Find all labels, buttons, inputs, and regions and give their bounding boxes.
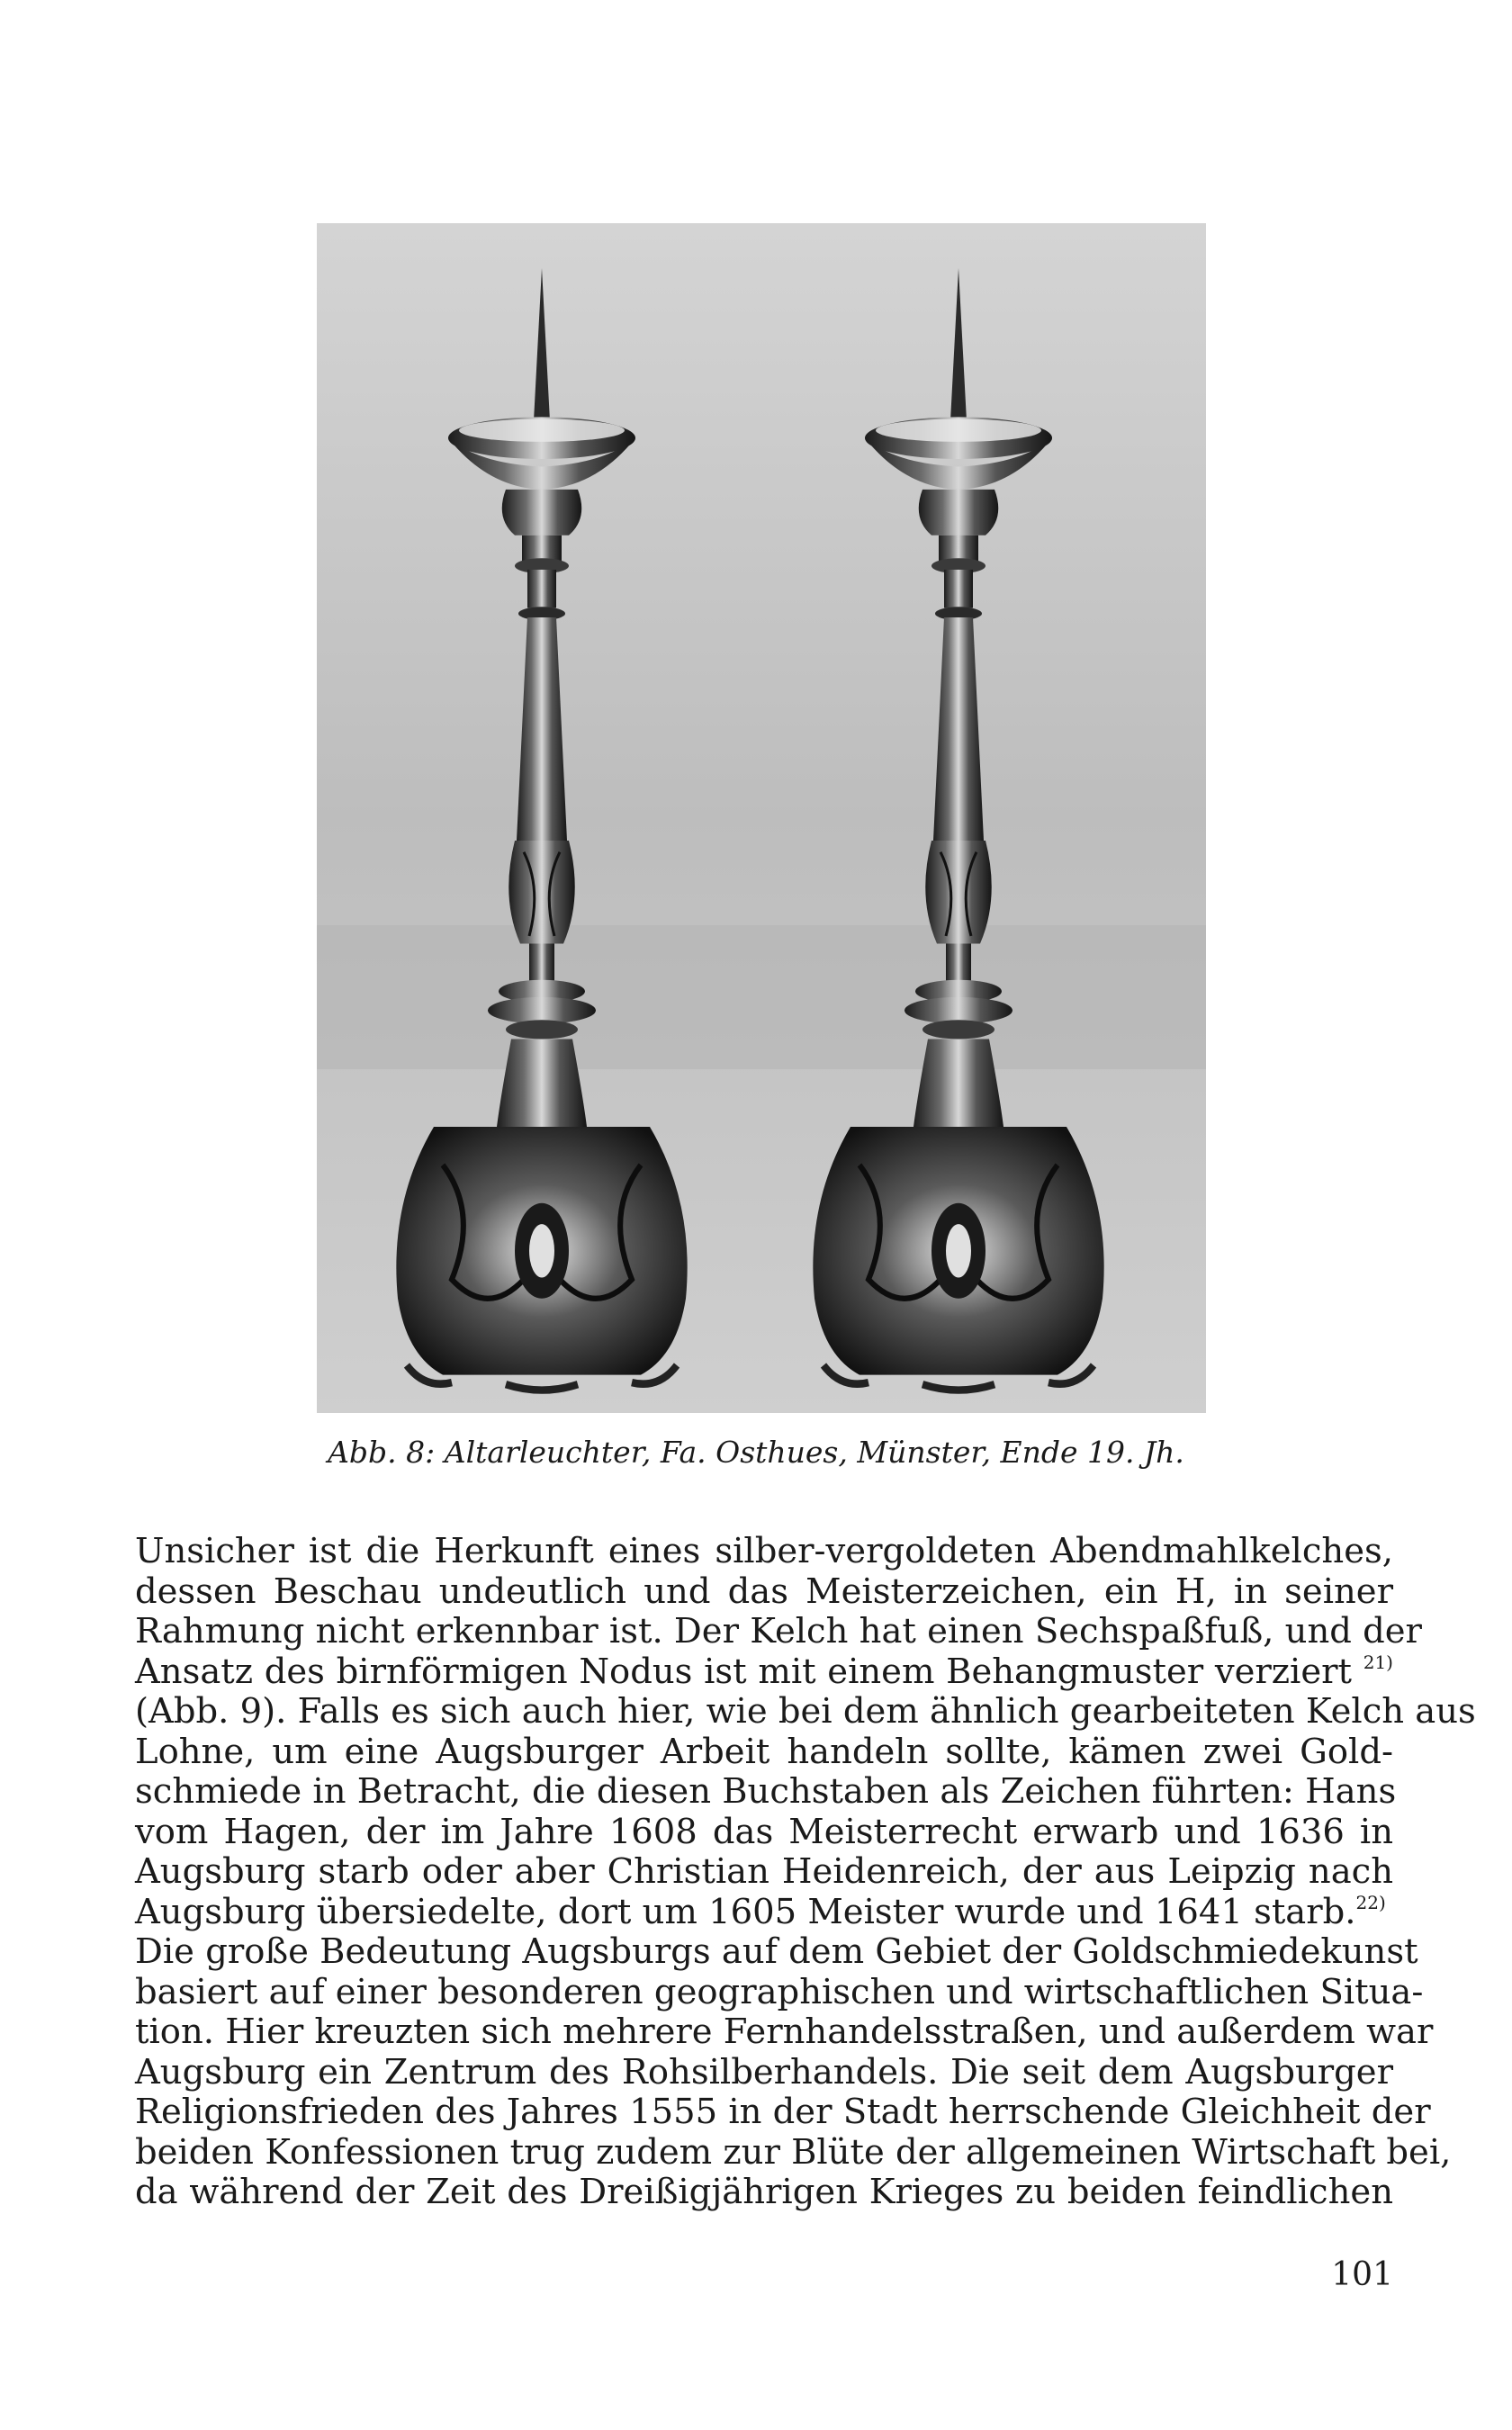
text-line: tion. Hier kreuzten sich mehrere Fernhandelsstraßen, und außerdem war: [135, 2012, 1434, 2052]
body-text: [135, 1531, 1476, 2213]
text-line: Religionsfrieden des Jahres 1555 in der Stadt herrschende Gleichheit der: [135, 2092, 1431, 2132]
footnote-ref-21: 21): [1363, 1651, 1393, 1673]
text-line: vom Hagen, der im Jahre 1608 das Meisterrecht erwarb und 1636 in: [135, 1811, 1393, 1852]
text-line: basiert auf einer besonderen geographischen und wirtschaftlichen Situa-: [135, 1971, 1424, 2012]
text-line-content: Augsburg übersiedelte, dort um 1605 Meister wurde und 1641 starb.: [135, 1891, 1356, 1932]
text-line: Augsburg ein Zentrum des Rohsilberhandels. Die seit dem Augsburger: [135, 2051, 1393, 2092]
text-line-with-footnote: [135, 1893, 1393, 1933]
figure-caption: Abb. 8: Altarleuchter, Fa. Osthues, Münster, Ende 19. Jh.: [328, 1435, 1184, 1470]
text-line: Die große Bedeutung Augsburgs auf dem Gebiet der Goldschmiedekunst: [135, 1931, 1418, 1972]
page-number: 101: [1331, 2256, 1393, 2293]
altar-candlesticks-photo: [317, 223, 1206, 1413]
text-line: Augsburg starb oder aber Christian Heidenreich, der aus Leipzig nach: [135, 1851, 1393, 1892]
text-line: Lohne, um eine Augsburger Arbeit handeln sollte, kämen zwei Gold-: [135, 1731, 1393, 1772]
text-line: beiden Konfessionen trug zudem zur Blüte der allgemeinen Wirtschaft bei,: [135, 2131, 1452, 2173]
text-line: schmiede in Betracht, die diesen Buchstaben als Zeichen führten: Hans: [135, 1771, 1397, 1812]
text-line: Unsicher ist die Herkunft eines silber-vergoldeten Abendmahlkelches,: [135, 1531, 1393, 1571]
text-line: (Abb. 9). Falls es sich auch hier, wie bei dem ähnlich gearbeiteten Kelch aus: [135, 1691, 1476, 1732]
text-line: da während der Zeit des Dreißigjährigen Krieges zu beiden feindlichen: [135, 2172, 1393, 2212]
footnote-ref-22: 22): [1355, 1891, 1386, 1913]
text-line-content: Ansatz des birnförmigen Nodus ist mit einem Behangmuster verziert: [135, 1651, 1353, 1692]
candlesticks-illustration: [317, 223, 1206, 1413]
text-line-with-footnote: [135, 1652, 1393, 1693]
text-line: dessen Beschau undeutlich und das Meisterzeichen, ein H, in seiner: [135, 1570, 1393, 1612]
text-line: Rahmung nicht erkennbar ist. Der Kelch hat einen Sechspaßfuß, und der: [135, 1611, 1422, 1652]
